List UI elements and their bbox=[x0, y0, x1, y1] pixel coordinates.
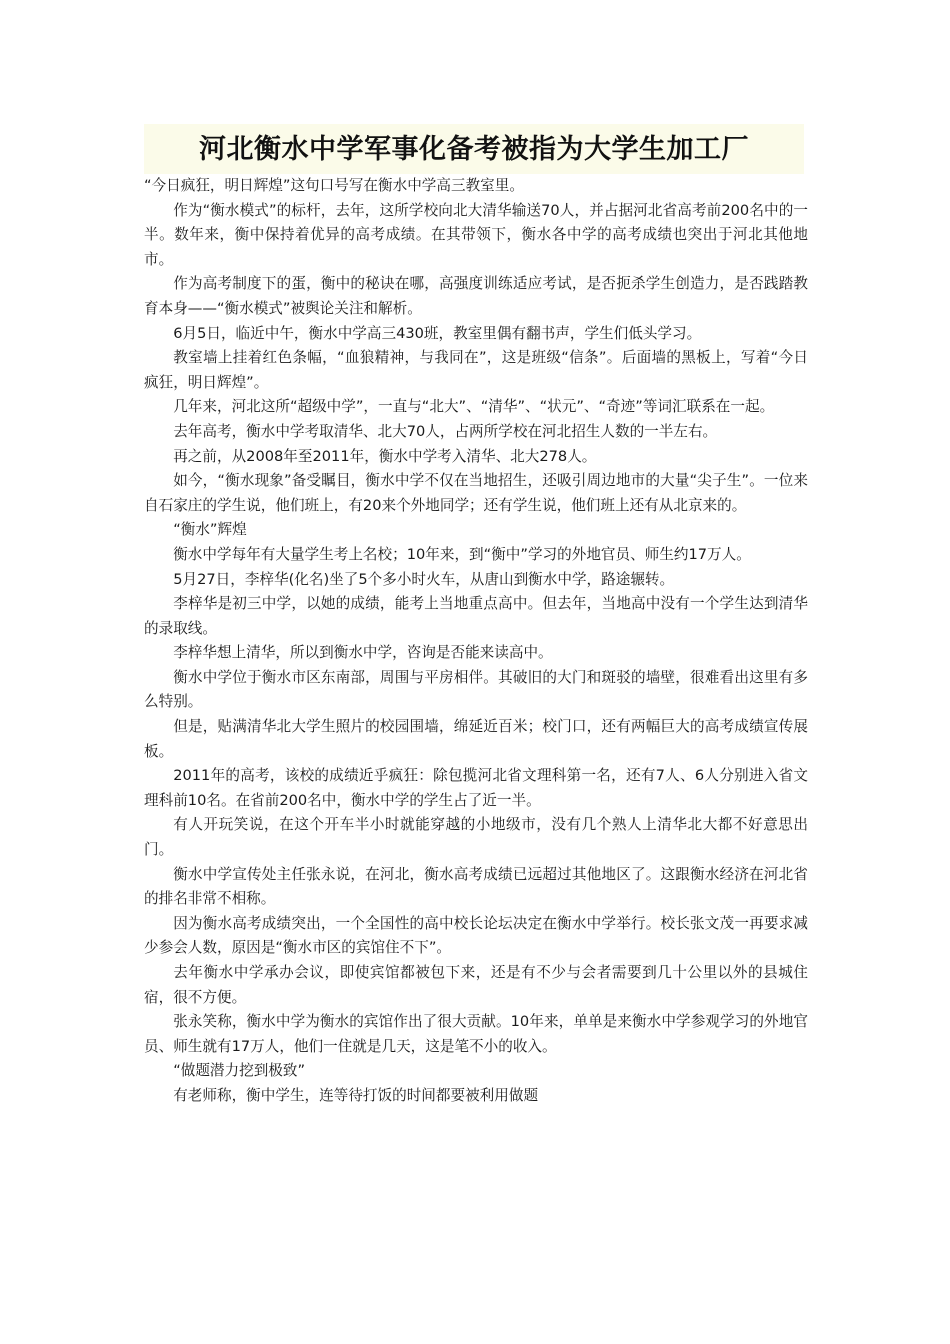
paragraph: 作为“衡水模式”的标杆，去年，这所学校向北大清华输送70人，并占据河北省高考前200名中的一半。数年来，衡中保持着优异的高考成绩。在其带领下，衡水各中学的高考成绩也突出于河北其他地市。 bbox=[144, 201, 808, 268]
paragraph: 作为高考制度下的蛋，衡中的秘诀在哪，高强度训练适应考试，是否扼杀学生创造力，是否践踏教育本身——“衡水模式”被舆论关注和解析。 bbox=[144, 275, 808, 317]
paragraph: 5月27日，李梓华(化名)坐了5个多小时火车，从唐山到衡水中学，路途辗转。 bbox=[173, 570, 675, 588]
paragraph: 再之前，从2008年至2011年，衡水中学考入清华、北大278人。 bbox=[173, 447, 597, 465]
paragraph: 衡水中学位于衡水市区东南部，周围与平房相伴。其破旧的大门和斑驳的墙壁，很难看出这里有多么特别。 bbox=[144, 668, 808, 711]
paragraph: 教室墙上挂着红色条幅，“血狼精神，与我同在”，这是班级“信条”。后面墙的黑板上，写着“今日疯狂，明日辉煌”。 bbox=[144, 349, 808, 391]
lead-paragraph: “今日疯狂，明日辉煌”这句口号写在衡水中学高三教室里。 bbox=[144, 177, 524, 194]
paragraph: 几年来，河北这所“超级中学”，一直与“北大”、“清华”、“状元”、“奇迹”等词汇联系在一起。 bbox=[173, 398, 775, 416]
paragraph: 去年高考，衡水中学考取清华、北大70人，占两所学校在河北招生人数的一半左右。 bbox=[173, 422, 718, 440]
paragraph: 但是，贴满清华北大学生照片的校园围墙，绵延近百米；校门口，还有两幅巨大的高考成绩宣传展板。 bbox=[144, 718, 808, 760]
paragraph: 6月5日，临近中午，衡水中学高三430班，教室里偶有翻书声，学生们低头学习。 bbox=[173, 324, 702, 342]
paragraph: 有人开玩笑说，在这个开车半小时就能穿越的小地级市，没有几个熟人上清华北大都不好意思出门。 bbox=[144, 816, 808, 859]
paragraph: 因为衡水高考成绩突出，一个全国性的高中校长论坛决定在衡水中学举行。校长张文茂一再要求减少参会人数，原因是“衡水市区的宾馆住不下”。 bbox=[144, 914, 808, 957]
paragraph: 有老师称，衡中学生，连等待打饭的时间都要被利用做题 bbox=[173, 1086, 539, 1104]
document-title: 河北衡水中学军事化备考被指为大学生加工厂 bbox=[199, 134, 749, 165]
paragraph: 衡水中学宣传处主任张永说，在河北，衡水高考成绩已远超过其他地区了。这跟衡水经济在河北省的排名非常不相称。 bbox=[144, 865, 808, 908]
paragraph: 张永笑称，衡水中学为衡水的宾馆作出了很大贡献。10年来，单单是来衡水中学参观学习的外地官员、师生就有17万人，他们一住就是几天，这是笔不小的收入。 bbox=[144, 1013, 808, 1055]
paragraph: 去年衡水中学承办会议，即使宾馆都被包下来，还是有不少与会者需要到几十公里以外的县城住宿，很不方便。 bbox=[144, 964, 808, 1006]
paragraph: 2011年的高考，该校的成绩近乎疯狂：除包揽河北省文理科第一名，还有7人、6人分别进入省文理科前10名。在省前200名中，衡水中学的学生占了近一半。 bbox=[144, 767, 808, 809]
paragraph: 衡水中学每年有大量学生考上名校；10年来，到“衡中”学习的外地官员、师生约17万人。 bbox=[173, 545, 751, 563]
paragraph: 如今，“衡水现象”备受瞩目，衡水中学不仅在当地招生，还吸引周边地市的大量“尖子生”。一位来自石家庄的学生说，他们班上，有20来个外地同学；还有学生说，他们班上还有从北京来的。 bbox=[144, 472, 808, 514]
section-heading: “衡水”辉煌 bbox=[173, 521, 247, 539]
paragraph: 李梓华想上清华，所以到衡水中学，咨询是否能来读高中。 bbox=[173, 644, 553, 662]
section-heading: “做题潜力挖到极致” bbox=[173, 1062, 306, 1080]
paragraph: 李梓华是初三中学，以她的成绩，能考上当地重点高中。但去年，当地高中没有一个学生达到清华的录取线。 bbox=[144, 595, 808, 637]
article-body bbox=[144, 174, 808, 1109]
